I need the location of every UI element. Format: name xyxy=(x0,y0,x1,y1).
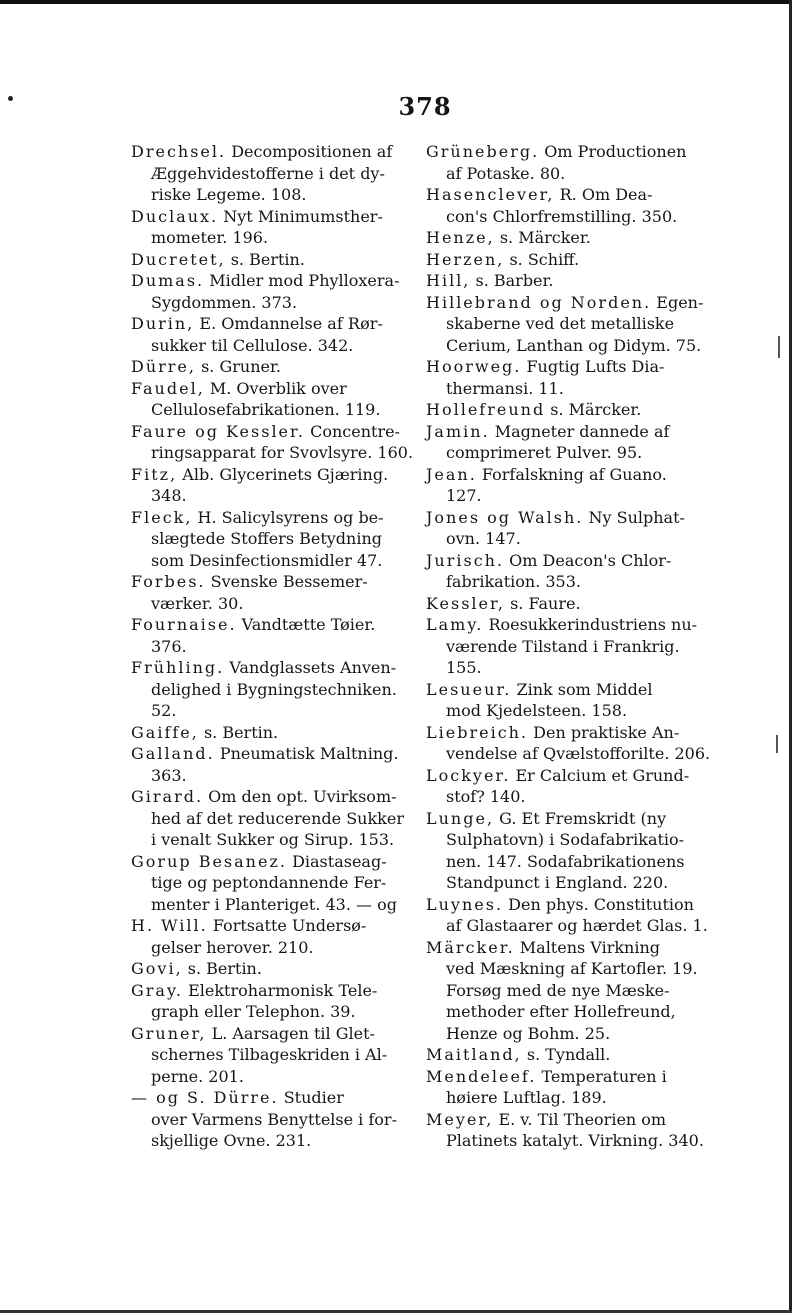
entry-continuation-line xyxy=(131,872,413,894)
entry-text: Cellulosefabrikationen. 119. xyxy=(151,400,381,419)
page-edge-top xyxy=(0,0,792,4)
entry-first-line xyxy=(131,313,413,335)
entry-author-name: Luynes. xyxy=(426,894,504,914)
entry-text: s. Barber. xyxy=(475,271,554,290)
entry-first-line xyxy=(131,915,413,937)
entry-continuation-line xyxy=(426,743,711,765)
entry-first-line xyxy=(426,894,708,916)
entry-text: høiere Luftlag. 189. xyxy=(446,1088,607,1107)
index-entry xyxy=(426,937,708,1045)
entry-author-name: Meyer, xyxy=(426,1109,494,1129)
entry-continuation-line xyxy=(131,593,413,615)
entry-author-name: Jones og Walsh. xyxy=(426,507,584,527)
entry-first-line xyxy=(426,593,708,615)
entry-author-name: H. Will. xyxy=(131,916,208,935)
entry-first-line xyxy=(131,786,413,808)
entry-text: perne. 201. xyxy=(151,1066,244,1086)
entry-continuation-line xyxy=(131,765,413,787)
entry-author-name: Hollefreund xyxy=(426,400,546,419)
entry-text: ringsapparat for Svovlsyre. 160. xyxy=(151,443,414,462)
ink-speck xyxy=(8,96,13,101)
entry-continuation-line xyxy=(131,335,413,357)
entry-continuation-line xyxy=(426,313,708,335)
index-entry xyxy=(426,722,711,765)
entry-author-name: Gorup Besanez. xyxy=(131,851,287,871)
index-entry xyxy=(426,894,708,937)
entry-text: 127. xyxy=(446,486,482,505)
entry-continuation-line xyxy=(426,442,708,464)
entry-text: af Glastaarer og hærdet Glas. 1. xyxy=(446,916,708,935)
entry-text: s. Bertin. xyxy=(203,722,279,742)
entry-continuation-line xyxy=(426,1130,708,1152)
entry-text: ovn. 147. xyxy=(446,529,521,548)
entry-first-line xyxy=(426,550,708,572)
entry-first-line xyxy=(131,1087,413,1109)
entry-continuation-line xyxy=(131,1130,413,1152)
entry-first-line xyxy=(131,958,413,980)
index-entry xyxy=(131,743,413,786)
entry-text: ved Mæskning af Kartofler. 19. xyxy=(446,959,698,978)
entry-text: Magneter dannede af xyxy=(494,421,670,441)
entry-author-name: Lunge, xyxy=(426,808,495,828)
index-entry xyxy=(426,808,708,894)
entry-continuation-line xyxy=(131,808,413,830)
entry-text: s. Märcker. xyxy=(550,400,642,419)
index-column-left xyxy=(131,141,413,1152)
index-entry xyxy=(426,292,708,357)
index-entry xyxy=(426,399,708,421)
entry-text: Concentre- xyxy=(310,421,400,441)
index-entry xyxy=(131,786,413,851)
entry-first-line xyxy=(426,614,708,636)
entry-text: 348. xyxy=(151,486,187,505)
entry-text: Studier xyxy=(283,1088,344,1107)
entry-continuation-line xyxy=(426,636,708,658)
entry-continuation-line xyxy=(426,872,708,894)
index-entry xyxy=(426,421,708,464)
entry-text: nen. 147. Sodafabrikationens xyxy=(446,851,685,871)
entry-first-line xyxy=(131,206,413,228)
entry-first-line xyxy=(426,679,708,701)
entry-author-name: Gruner, xyxy=(131,1023,207,1043)
entry-author-name: Drechsel. xyxy=(131,142,227,161)
entry-continuation-line xyxy=(426,1087,708,1109)
entry-first-line xyxy=(131,378,413,400)
entry-author-name: Faure og Kessler. xyxy=(131,421,305,441)
entry-first-line xyxy=(131,722,413,744)
index-entry xyxy=(426,141,708,184)
entry-text: s. Gruner. xyxy=(201,357,281,376)
index-entry xyxy=(426,1066,708,1109)
index-entry xyxy=(131,1087,413,1152)
index-entry xyxy=(131,141,413,206)
entry-first-line xyxy=(131,464,413,486)
entry-author-name: Frühling. xyxy=(131,658,225,677)
entry-text: s. Märcker. xyxy=(499,228,591,247)
entry-continuation-line xyxy=(131,679,413,701)
index-entry xyxy=(131,915,413,958)
entry-text: 52. xyxy=(151,701,177,720)
index-entry xyxy=(426,679,708,722)
index-entry xyxy=(426,184,708,227)
entry-text: Nyt Minimumsther- xyxy=(223,206,383,226)
entry-text: af Potaske. 80. xyxy=(446,163,566,183)
entry-author-name: Fournaise. xyxy=(131,615,237,634)
entry-continuation-line xyxy=(131,184,413,206)
entry-text: con's Chlorfremstilling. 350. xyxy=(446,206,678,226)
entry-author-name: Herzen, xyxy=(426,249,505,269)
entry-text: graph eller Telephon. 39. xyxy=(151,1002,356,1021)
entry-continuation-line xyxy=(131,292,413,314)
entry-text: tige og peptondannende Fer- xyxy=(151,873,387,892)
entry-text: Decompositionen af xyxy=(231,142,393,161)
entry-text: methoder efter Hollefreund, xyxy=(446,1002,676,1021)
entry-text: s. Tyndall. xyxy=(526,1045,611,1064)
entry-text: sukker til Cellulose. 342. xyxy=(151,335,354,355)
index-entry xyxy=(131,206,413,249)
entry-text: Henze og Bohm. 25. xyxy=(446,1023,611,1043)
entry-author-name: Galland. xyxy=(131,744,215,763)
index-entry xyxy=(426,1109,708,1152)
index-entry xyxy=(426,550,708,593)
index-entry xyxy=(131,378,413,421)
entry-text: 376. xyxy=(151,636,187,656)
index-entry xyxy=(426,249,708,271)
entry-author-name: Durin, xyxy=(131,314,195,333)
index-entry xyxy=(131,980,413,1023)
entry-text: Vandtætte Tøier. xyxy=(241,615,376,634)
entry-text: Den praktiske An- xyxy=(533,722,680,742)
entry-author-name: Liebreich. xyxy=(426,722,529,742)
entry-text: Roesukkerindustriens nu- xyxy=(488,615,698,634)
entry-continuation-line xyxy=(131,700,413,722)
entry-first-line xyxy=(426,1066,708,1088)
entry-continuation-line xyxy=(426,378,708,400)
entry-text: Den phys. Constitution xyxy=(508,894,694,914)
entry-text: schernes Tilbageskriden i Al- xyxy=(151,1045,388,1064)
entry-text: Om Productionen xyxy=(544,142,687,161)
index-entry xyxy=(131,356,413,378)
entry-text: slægtede Stoffers Betydning xyxy=(151,529,383,548)
entry-text: hed af det reducerende Sukker xyxy=(151,808,404,828)
entry-continuation-line xyxy=(426,851,708,873)
margin-mark xyxy=(778,336,780,358)
entry-first-line xyxy=(426,937,708,959)
entry-author-name: Duclaux. xyxy=(131,206,219,226)
entry-first-line xyxy=(426,399,708,421)
entry-first-line xyxy=(131,743,413,765)
entry-text: R. Om Dea- xyxy=(559,185,653,204)
index-entry xyxy=(131,657,413,722)
entry-first-line xyxy=(131,141,413,163)
entry-first-line xyxy=(131,356,413,378)
entry-first-line xyxy=(426,356,708,378)
entry-author-name: Jurisch. xyxy=(426,550,505,570)
entry-text: menter i Planteriget. 43. — og xyxy=(151,894,397,914)
entry-text: Diastaseag- xyxy=(292,851,387,871)
entry-first-line xyxy=(131,249,413,271)
entry-continuation-line xyxy=(131,163,413,185)
entry-text: Egen- xyxy=(656,292,704,312)
index-entry xyxy=(426,270,708,292)
entry-author-name: Hill, xyxy=(426,271,471,290)
entry-author-name: Dumas. xyxy=(131,271,205,290)
entry-text: Alb. Glycerinets Gjæring. xyxy=(182,464,389,484)
entry-text: E. v. Til Theorien om xyxy=(498,1109,667,1129)
entry-author-name: — og S. Dürre. xyxy=(131,1088,279,1107)
entry-text: G. Et Fremskridt (ny xyxy=(499,808,667,828)
entry-text: som Desinfectionsmidler 47. xyxy=(151,550,383,570)
entry-author-name: Gaiffe, xyxy=(131,722,199,742)
entry-text: Standpunct i England. 220. xyxy=(446,873,669,892)
entry-continuation-line xyxy=(131,399,413,421)
entry-text: s. Bertin. xyxy=(230,249,305,269)
entry-author-name: Gray. xyxy=(131,980,183,1000)
entry-text: Forfalskning af Guano. xyxy=(481,464,667,484)
index-entry xyxy=(426,765,708,808)
entry-text: skjellige Ovne. 231. xyxy=(151,1131,312,1150)
entry-author-name: Lesueur. xyxy=(426,679,512,699)
entry-text: 155. xyxy=(446,658,482,677)
index-entry xyxy=(426,593,708,615)
entry-author-name: Fleck, xyxy=(131,507,193,527)
entry-text: fabrikation. 353. xyxy=(446,572,581,591)
entry-text: Sygdommen. 373. xyxy=(151,292,298,312)
entry-first-line xyxy=(426,464,708,486)
entry-author-name: Faudel, xyxy=(131,378,205,398)
entry-text: L. Aarsagen til Glet- xyxy=(211,1023,375,1043)
entry-continuation-line xyxy=(426,958,708,980)
entry-continuation-line xyxy=(131,937,413,959)
entry-text: Sulphatovn) i Sodafabrikatio- xyxy=(446,830,685,849)
index-entry xyxy=(426,614,708,679)
entry-first-line xyxy=(131,507,413,529)
entry-author-name: Grüneberg. xyxy=(426,142,540,161)
entry-continuation-line xyxy=(426,571,708,593)
entry-text: E. Omdannelse af Rør- xyxy=(199,314,383,333)
entry-text: værker. 30. xyxy=(151,593,244,613)
entry-text: mometer. 196. xyxy=(151,228,269,247)
entry-text: Er Calcium et Grund- xyxy=(515,765,690,785)
entry-author-name: Girard. xyxy=(131,787,204,806)
entry-author-name: Govi, xyxy=(131,959,183,978)
entry-first-line xyxy=(131,657,413,679)
index-entry xyxy=(426,356,708,399)
index-entry xyxy=(131,464,413,507)
entry-text: Fugtig Lufts Dia- xyxy=(526,357,665,376)
entry-first-line xyxy=(426,141,708,163)
entry-continuation-line xyxy=(426,485,708,507)
entry-text: Om Deacon's Chlor- xyxy=(509,550,672,570)
entry-continuation-line xyxy=(131,1109,413,1131)
entry-author-name: Märcker. xyxy=(426,937,515,957)
index-entry xyxy=(131,958,413,980)
index-entry xyxy=(131,270,413,313)
entry-text: Zink som Middel xyxy=(516,679,653,699)
entry-text: Æggehvidestofferne i det dy- xyxy=(151,163,385,183)
entry-first-line xyxy=(131,571,413,593)
entry-continuation-line xyxy=(426,657,708,679)
entry-first-line xyxy=(131,270,413,292)
entry-first-line xyxy=(426,1109,708,1131)
entry-text: Svenske Bessemer- xyxy=(210,572,368,591)
entry-text: Ny Sulphat- xyxy=(588,507,685,527)
entry-text: gelser herover. 210. xyxy=(151,937,314,957)
entry-text: Pneumatisk Maltning. xyxy=(219,744,399,763)
entry-text: Maltens Virkning xyxy=(519,937,661,957)
entry-author-name: Kessler, xyxy=(426,593,505,613)
entry-continuation-line xyxy=(426,206,708,228)
entry-continuation-line xyxy=(426,700,708,722)
entry-text: Vandglassets Anven- xyxy=(229,658,397,677)
index-entry xyxy=(131,851,413,916)
entry-text: stof? 140. xyxy=(446,787,526,806)
entry-author-name: Mendeleef. xyxy=(426,1066,537,1086)
entry-author-name: Ducretet, xyxy=(131,249,226,269)
entry-first-line xyxy=(426,292,708,314)
entry-author-name: Hillebrand og Norden. xyxy=(426,292,652,312)
entry-text: Temperaturen i xyxy=(541,1066,667,1086)
entry-author-name: Fitz, xyxy=(131,464,178,484)
entry-text: Elektroharmonisk Tele- xyxy=(188,980,378,1000)
entry-continuation-line xyxy=(426,1001,708,1023)
entry-text: værende Tilstand i Frankrig. xyxy=(446,636,680,656)
entry-continuation-line xyxy=(426,528,708,550)
entry-first-line xyxy=(131,1023,413,1045)
entry-continuation-line xyxy=(426,163,708,185)
entry-text: H. Salicylsyrens og be- xyxy=(197,507,384,527)
entry-text: Cerium, Lanthan og Didym. 75. xyxy=(446,335,702,355)
entry-text: Om den opt. Uvirksom- xyxy=(208,787,397,806)
entry-continuation-line xyxy=(131,550,413,572)
index-entry xyxy=(426,1044,708,1066)
index-column-right xyxy=(426,141,711,1152)
entry-continuation-line xyxy=(426,915,708,937)
entry-first-line xyxy=(426,765,708,787)
index-entry xyxy=(131,722,413,744)
entry-continuation-line xyxy=(131,442,413,464)
entry-text: thermansi. 11. xyxy=(446,378,564,398)
entry-text: s. Bertin. xyxy=(187,959,262,978)
entry-author-name: Hoorweg. xyxy=(426,357,522,376)
entry-first-line xyxy=(426,421,708,443)
entry-continuation-line xyxy=(131,1066,413,1088)
entry-text: Platinets katalyt. Virkning. 340. xyxy=(446,1131,704,1150)
index-entry xyxy=(131,313,413,356)
entry-text: i venalt Sukker og Sirup. 153. xyxy=(151,830,395,849)
entry-first-line xyxy=(426,270,708,292)
entry-text: s. Schiff. xyxy=(509,249,580,269)
entry-first-line xyxy=(131,980,413,1002)
entry-first-line xyxy=(426,722,708,744)
entry-text: Fortsatte Undersø- xyxy=(212,916,367,935)
entry-text: mod Kjedelsteen. 158. xyxy=(446,701,628,720)
entry-first-line xyxy=(426,808,708,830)
index-entry xyxy=(131,1023,413,1088)
entry-text: vendelse af Qvælstofforilte. 206. xyxy=(446,744,711,763)
entry-first-line xyxy=(131,421,413,443)
entry-first-line xyxy=(426,249,708,271)
entry-text: skaberne ved det metalliske xyxy=(446,314,675,333)
entry-text: riske Legeme. 108. xyxy=(151,185,307,204)
entry-continuation-line xyxy=(131,227,413,249)
entry-continuation-line xyxy=(131,636,413,658)
entry-continuation-line xyxy=(426,335,708,357)
entry-text: Forsøg med de nye Mæske- xyxy=(446,980,670,1000)
index-entry xyxy=(131,571,413,614)
entry-first-line xyxy=(426,184,708,206)
entry-first-line xyxy=(426,507,708,529)
index-entry xyxy=(131,421,413,464)
entry-continuation-line xyxy=(131,1001,413,1023)
entry-continuation-line xyxy=(131,894,413,916)
entry-first-line xyxy=(131,614,413,636)
entry-text: delighed i Bygningstechniken. xyxy=(151,679,397,699)
entry-author-name: Lockyer. xyxy=(426,765,511,785)
entry-author-name: Forbes. xyxy=(131,572,206,591)
entry-text: over Varmens Benyttelse i for- xyxy=(151,1109,397,1129)
entry-text: 363. xyxy=(151,765,187,785)
entry-continuation-line xyxy=(426,1023,708,1045)
entry-author-name: Dürre, xyxy=(131,357,196,376)
entry-continuation-line xyxy=(131,1044,413,1066)
entry-text: Midler mod Phylloxera- xyxy=(209,271,400,290)
entry-continuation-line xyxy=(131,528,413,550)
entry-text: s. Faure. xyxy=(510,593,581,613)
index-entry xyxy=(426,227,708,249)
entry-author-name: Maitland, xyxy=(426,1045,522,1064)
entry-author-name: Henze, xyxy=(426,228,495,247)
entry-author-name: Jamin. xyxy=(426,421,490,441)
entry-first-line xyxy=(426,1044,708,1066)
index-entry xyxy=(426,464,708,507)
entry-text: comprimeret Pulver. 95. xyxy=(446,443,643,462)
entry-author-name: Hasenclever, xyxy=(426,185,555,204)
entry-continuation-line xyxy=(131,829,413,851)
entry-continuation-line xyxy=(131,485,413,507)
margin-mark xyxy=(776,735,778,753)
entry-author-name: Jean. xyxy=(426,464,477,484)
index-entry xyxy=(131,614,413,657)
index-entry xyxy=(131,249,413,271)
entry-continuation-line xyxy=(426,786,708,808)
entry-first-line xyxy=(131,851,413,873)
entry-continuation-line xyxy=(426,980,708,1002)
entry-text: M. Overblik over xyxy=(209,378,347,398)
entry-author-name: Lamy. xyxy=(426,615,484,634)
entry-first-line xyxy=(426,227,708,249)
page-number: 378 xyxy=(398,92,452,121)
index-entry xyxy=(426,507,708,550)
index-entry xyxy=(131,507,413,572)
entry-continuation-line xyxy=(426,829,708,851)
